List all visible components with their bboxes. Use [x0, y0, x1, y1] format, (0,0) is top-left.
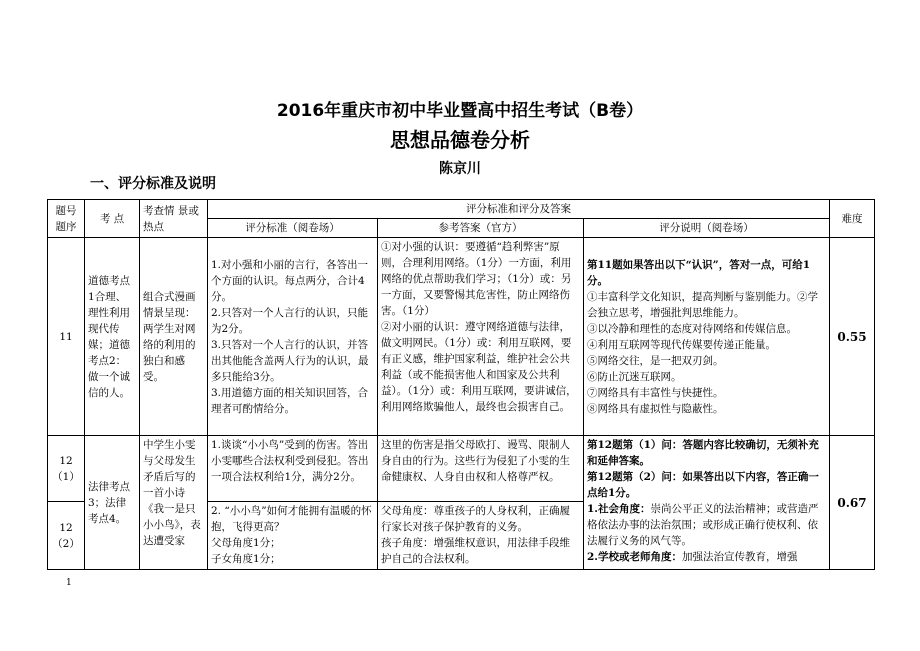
standard-line: 子女角度1分； — [211, 553, 281, 565]
reference-answer — [378, 502, 584, 570]
standard-line: 2. “小小鸟”如何才能拥有温暖的怀抱，飞得更高？ — [211, 505, 372, 533]
explanation-bold: 2.学校或老师角度： — [587, 551, 682, 563]
question-number: 11 — [48, 238, 85, 436]
table-row — [48, 238, 875, 436]
scoring-standard — [208, 238, 378, 436]
header-point: 考 点 — [85, 200, 140, 238]
answer-line: 父母角度：尊重孩子的人身权利，正确履行家长对孩子保护教育的义务。 — [381, 505, 570, 533]
explanation-bold: 1.社会角度： — [587, 503, 651, 515]
question-number: 12（1） — [48, 436, 85, 502]
exam-point: 道德考点1合理、理性利用现代传媒；道德考点2：做一个诚信的人。 — [85, 238, 140, 436]
answer-line: ②对小丽的认识：遵守网络道德与法律，做文明网民。（1分）或：利用互联网，要有正义感，维护国家利益，维护社会公共利益（或不能损害他人和国家及公共利益）。（1分）或：利用互联网，要讲诚信，利用网络欺骗他人，最终也会损害自己。 — [381, 321, 577, 413]
scoring-table — [47, 199, 875, 570]
explanation-line: ①丰富科学文化知识，提高判断与鉴别能力。②学会独立思考，增强批判思维能力。 — [587, 290, 818, 319]
explanation-line: ⑦网络具有丰富性与快捷性。 — [587, 386, 724, 399]
standard-line: 2.只答对一个人言行的认识，只能为2分。 — [211, 306, 369, 335]
document-title: 2016年重庆市初中毕业暨高中招生考试（B卷） — [276, 101, 644, 121]
explanation-heading: 第11题如果答出以下“认识”，答对一点，可给1分。 — [587, 258, 810, 287]
scoring-standard — [208, 502, 378, 570]
section-heading: 一、评分标准及说明 — [90, 176, 216, 192]
explanation-line: ⑤网络交往，是一把双刃剑。 — [587, 354, 724, 367]
page-number: 1 — [66, 578, 72, 588]
reference-answer — [378, 238, 584, 436]
explanation-text: 加强法治宣传教育，增强 — [681, 551, 798, 563]
difficulty-value: 0.67 — [830, 436, 875, 570]
explanation-heading: 第12题第（2）问：如果答出以下内容，答正确一点给1分。 — [587, 471, 819, 499]
header-difficulty: 难度 — [830, 200, 875, 238]
scoring-explanation — [584, 436, 830, 570]
scoring-explanation — [584, 238, 830, 436]
author-name: 陈京川 — [439, 161, 481, 177]
explanation-line: ④利用互联网等现代传媒要传递正能量。 — [587, 338, 776, 351]
exam-point: 法律考点3；法律考点4。 — [85, 436, 140, 570]
answer-line: 孩子角度：增强维权意识，用法律手段维护自己的合法权利。 — [381, 537, 570, 565]
header-situation: 考查情 景或热点 — [140, 200, 208, 238]
standard-line: 3.用道德方面的相关知识回答，合理者可酌情给分。 — [211, 386, 369, 415]
header-explanation: 评分说明（阅卷场） — [584, 219, 830, 238]
table-row — [48, 436, 875, 502]
explanation-line: ③以冷静和理性的态度对待网络和传媒信息。 — [587, 322, 797, 335]
header-standard: 评分标准（阅卷场） — [208, 219, 378, 238]
explanation-line: ⑧网络具有虚拟性与隐蔽性。 — [587, 402, 724, 415]
standard-line: 3.只答对一个人言行的认识，并答出其他能含盖两人行为的认识，最多只能给3分。 — [211, 338, 369, 383]
standard-line: 父母角度1分； — [211, 537, 281, 549]
document-subtitle: 思想品德卷分析 — [390, 128, 530, 152]
scoring-standard: 1.谈谈“小小鸟”受到的伤害。答出小雯哪些合法权利受到侵犯。答出一项合法权利给1分，满分2分。 — [208, 436, 378, 502]
exam-situation: 中学生小雯与父母发生矛盾后写的一首小诗《我一是只小小鸟》，表达遭受家 — [140, 436, 208, 570]
explanation-heading: 第12题第（1）问：答题内容比较确切，无须补充和延伸答案。 — [587, 439, 819, 467]
explanation-text: 崇尚公平正义的法治精神；或营造严格依法办事的法治氛围；或形成正确行使权利、依法履行义务的风气等。 — [587, 503, 819, 547]
header-number: 题号题序 — [48, 200, 85, 238]
explanation-line — [587, 501, 826, 549]
exam-situation: 组合式漫画情景呈现：两学生对网络的利用的独白和感受。 — [140, 238, 208, 436]
reference-answer: 这里的伤害是指父母欧打、谩骂、限制人身自由的行为。这些行为侵犯了小雯的生命健康权、人身自由权和人格尊严权。 — [378, 436, 584, 502]
answer-line: ①对小强的认识：要遵循“趋利弊害”原则，合理利用网络。（1分）一方面，利用网络的优点帮助我们学习；（1分）或：另一方面，又要警惕其危害性，防止网络伤害。（1分） — [381, 241, 572, 317]
explanation-line: ⑥防止沉迷互联网。 — [587, 370, 682, 383]
difficulty-value: 0.55 — [830, 238, 875, 436]
header-answer: 参考答案（官方） — [378, 219, 584, 238]
explanation-line — [587, 549, 826, 565]
standard-line: 1.对小强和小丽的言行，各答出一个方面的认识。每点两分，合计4分。 — [211, 258, 369, 303]
question-number: 12（2） — [48, 502, 85, 570]
header-group: 评分标准和评分及答案 — [208, 200, 830, 219]
